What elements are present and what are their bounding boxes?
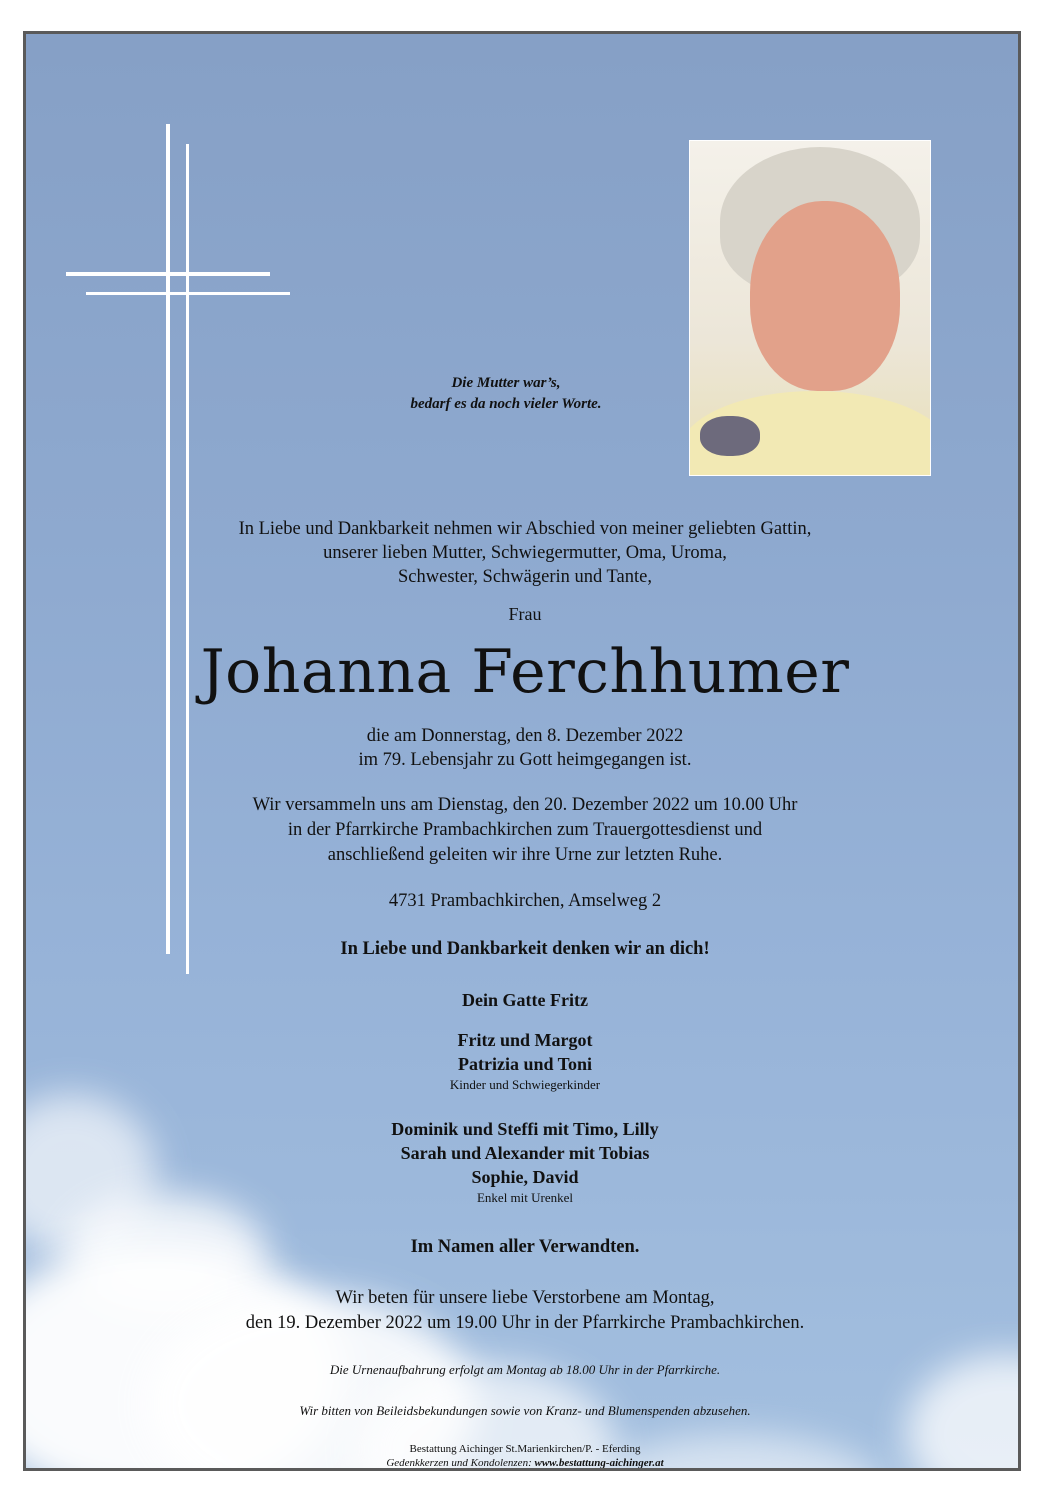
condolence-label: Gedenkkerzen und Kondolenzen:	[386, 1457, 532, 1469]
cross-horizontal-line	[86, 292, 290, 295]
death-notice	[26, 724, 1021, 772]
family-group-label: Enkel mit Urenkel	[476, 1190, 574, 1205]
service-line: anschließend geleiten wir ihre Urne zur letzten Ruhe.	[327, 845, 723, 865]
relatives-line: Im Namen aller Verwandten.	[410, 1237, 640, 1257]
family-member: Sophie, David	[471, 1167, 579, 1187]
portrait-glasses	[700, 416, 760, 456]
undertaker-name: Bestattung Aichinger St.Marienkirchen/P. - Eferding	[409, 1443, 641, 1455]
family-member: Sarah und Alexander mit Tobias	[400, 1143, 650, 1163]
quote-line: Die Mutter war’s,	[451, 375, 561, 391]
prayer-details	[26, 1286, 1021, 1336]
urn-note: Die Urnenaufbahrung erfolgt am Montag ab 18.00 Uhr in der Pfarrkirche.	[329, 1362, 721, 1377]
service-line: in der Pfarrkirche Prambachkirchen zum Trauergottesdienst und	[287, 820, 763, 840]
intro-line: unserer lieben Mutter, Schwiegermutter, Oma, Uroma,	[323, 543, 727, 563]
children-list	[26, 1028, 1021, 1093]
deceased-name: Johanna Ferchhumer	[200, 637, 850, 707]
husband: Dein Gatte Fritz	[462, 990, 588, 1010]
quote-line: bedarf es da noch vieler Worte.	[410, 396, 602, 412]
portrait-face	[750, 201, 900, 391]
intro-line: Schwester, Schwägerin und Tante,	[398, 567, 652, 587]
condolence-note: Wir bitten von Beileidsbekundungen sowie von Kranz- und Blumenspenden abzusehen.	[299, 1403, 751, 1418]
love-line: In Liebe und Dankbarkeit denken wir an dich!	[340, 939, 710, 959]
prayer-line: Wir beten für unsere liebe Verstorbene am Montag,	[335, 1288, 715, 1308]
portrait-photo	[689, 140, 931, 476]
obituary-card	[23, 31, 1021, 1471]
prayer-line: den 19. Dezember 2022 um 19.00 Uhr in der Pfarrkirche Prambachkirchen.	[245, 1313, 805, 1333]
family-group-label: Kinder und Schwiegerkinder	[449, 1077, 601, 1092]
family-member: Patrizia und Toni	[457, 1054, 593, 1074]
salutation: Frau	[508, 604, 542, 624]
memorial-quote	[306, 373, 706, 415]
death-line: die am Donnerstag, den 8. Dezember 2022	[366, 726, 684, 746]
death-line: im 79. Lebensjahr zu Gott heimgegangen ist.	[358, 750, 692, 770]
address: 4731 Prambachkirchen, Amselweg 2	[388, 891, 662, 911]
undertaker-footer	[26, 1442, 1021, 1470]
service-line: Wir versammeln uns am Dienstag, den 20. Dezember 2022 um 10.00 Uhr	[252, 795, 798, 815]
service-details	[26, 793, 1021, 868]
grandchildren-list	[26, 1117, 1021, 1206]
intro-text	[26, 517, 1021, 589]
intro-line: In Liebe und Dankbarkeit nehmen wir Abschied von meiner geliebten Gattin,	[238, 519, 812, 539]
family-member: Fritz und Margot	[457, 1030, 593, 1050]
cross-horizontal-line	[66, 272, 270, 276]
family-member: Dominik und Steffi mit Timo, Lilly	[391, 1119, 659, 1139]
undertaker-website-link[interactable]: www.bestattung-aichinger.at	[534, 1457, 664, 1469]
